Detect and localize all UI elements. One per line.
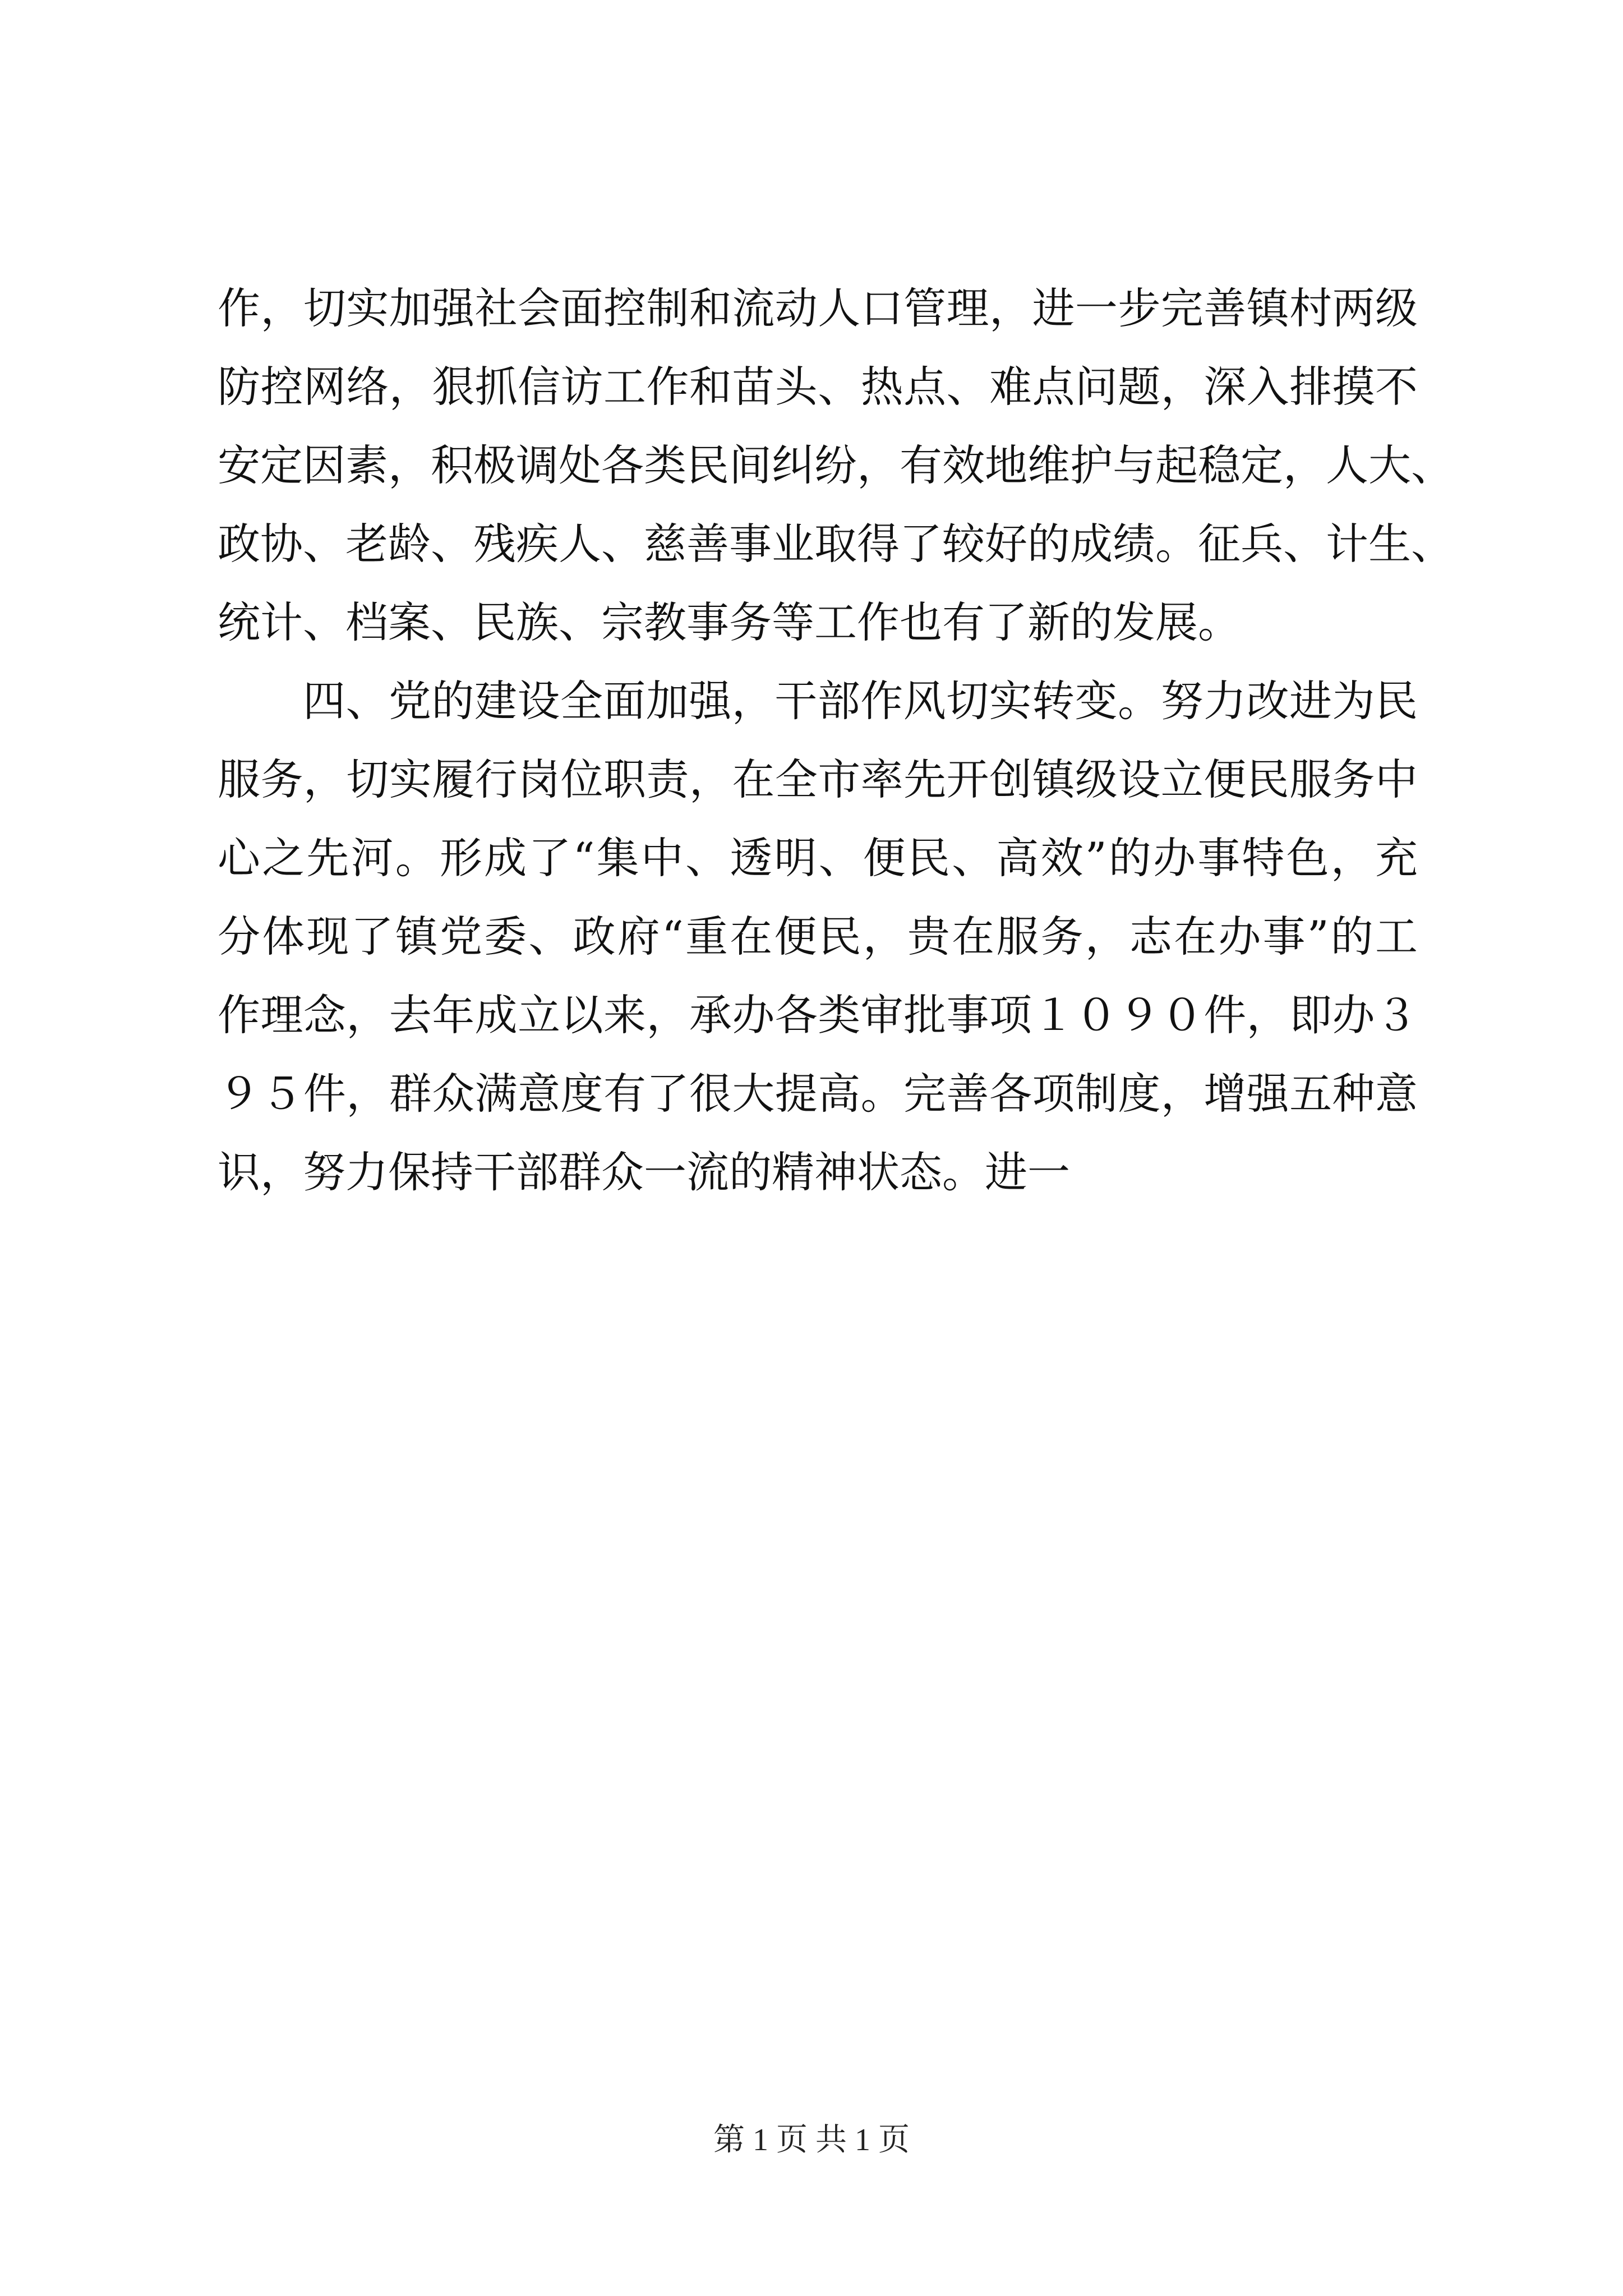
paragraph-line: 统计、档案、民族、宗教事务等工作也有了新的发展。: [218, 597, 1241, 647]
document-body: [218, 269, 1454, 1212]
paragraph-line: 作，切实加强社会面控制和流动人口管理，进一步完善镇村两级: [218, 283, 1418, 333]
paragraph-line: 安定因素，积极调处各类民间纠纷，有效地维护与起稳定，人大、: [218, 440, 1454, 490]
paragraph-line: 服务，切实履行岗位职责，在全市率先开创镇级设立便民服务中: [218, 754, 1418, 804]
paragraph-line: 心之先河。形成了“集中、透明、便民、高效”的办事特色，充: [218, 833, 1418, 883]
paragraph-line: 四、党的建设全面加强，干部作风切实转变。努力改进为民: [303, 676, 1418, 726]
paragraph-line: 防控网络，狠抓信访工作和苗头、热点、难点问题，深入排摸不: [218, 362, 1418, 412]
paragraph-line: ９５件，群众满意度有了很大提高。完善各项制度，增强五种意: [218, 1069, 1418, 1119]
paragraph-line: 识，努力保持干部群众一流的精神状态。进一: [218, 1147, 1070, 1197]
page-number-footer: 第 1 页 共 1 页: [713, 2123, 910, 2157]
paragraph-line: 政协、老龄、残疾人、慈善事业取得了较好的成绩。征兵、计生、: [218, 519, 1454, 569]
paragraph-line: 作理念，去年成立以来，承办各类审批事项１０９０件，即办３: [218, 990, 1418, 1040]
paragraph-1: [218, 269, 1454, 662]
paragraph-line: 分体现了镇党委、政府“重在便民，贵在服务，志在办事”的工: [218, 912, 1418, 961]
paragraph-2: [218, 662, 1418, 1212]
